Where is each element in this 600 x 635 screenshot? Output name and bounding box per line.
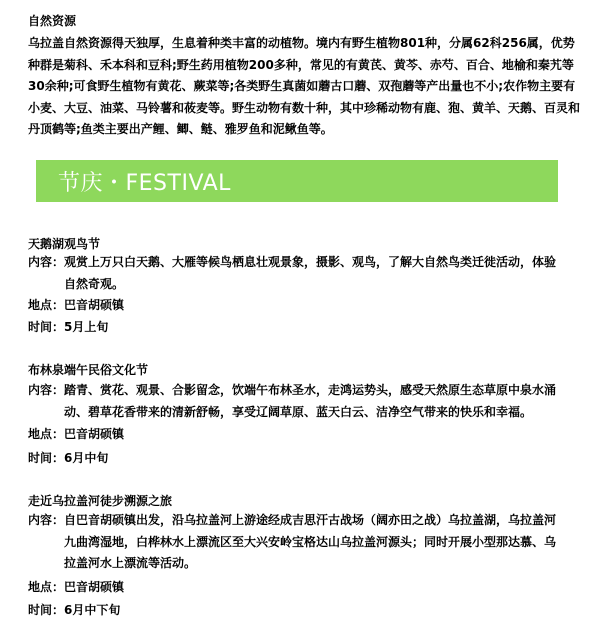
time-value: 6月中下旬 [64, 603, 121, 617]
event-content-row [28, 252, 64, 274]
event-content [64, 380, 584, 423]
event-content [64, 252, 584, 295]
section-title-natural: 自然资源 [28, 14, 77, 28]
event-place-row [28, 577, 124, 599]
festival-banner [36, 160, 558, 202]
place-label: 地点： [28, 427, 65, 441]
time-value: 5月上旬 [64, 320, 109, 334]
time-value: 6月中旬 [64, 451, 109, 465]
content-line: 踏青、赏花、观景、合影留念，饮端午布林圣水，走鸿运势头，感受天然原生态草原中泉水涌 [64, 383, 557, 397]
event-title: 天鹅湖观鸟节 [28, 237, 101, 251]
content-line: 自巴音胡硕镇出发，沿乌拉盖河上游途经成吉思汗古战场（阔亦田之战）乌拉盖湖，乌拉盖河 [64, 513, 557, 527]
place-label: 地点： [28, 580, 65, 594]
content-line: 九曲湾湿地，白桦林水上漂流区至大兴安岭宝格达山乌拉盖河源头；同时开展小型那达慕、乌 [64, 534, 557, 549]
place-label: 地点： [28, 298, 65, 312]
content-label: 内容： [28, 513, 65, 527]
event-place-row [28, 295, 124, 317]
content-line: 观赏上万只白天鹅、大雁等候鸟栖息壮观景象，摄影、观鸟，了解大自然鸟类迁徙活动，体验 [64, 255, 557, 269]
event-time-row [28, 317, 108, 339]
event-time-row [28, 448, 108, 470]
event-content-row [28, 510, 64, 532]
content-label: 内容： [28, 383, 65, 397]
time-label: 时间： [28, 603, 65, 617]
event-place-row [28, 424, 124, 446]
event-title: 布林泉端午民俗文化节 [28, 363, 149, 377]
content-line: 拉盖河水上漂流等活动。 [64, 556, 197, 570]
content-line: 自然奇观。 [64, 276, 125, 291]
event-title: 走近乌拉盖河徒步溯源之旅 [28, 494, 173, 508]
event-time-row [28, 600, 120, 622]
time-label: 时间： [28, 451, 65, 465]
natural-body: 乌拉盖自然资源得天独厚，生息着种类丰富的动植物。境内有野生植物801种，分属62科256属，优势种群是菊科、禾本科和豆科;野生药用植物200多种，常见的有黄芪、黄芩、赤芍、百合、地榆和秦艽等30余种;可食野生植物有黄花、蕨菜等;各类野生真菌如蘑古口蘑、双孢蘑等产出量也不小;农作物主要有小麦、大豆、油菜、马铃薯和莜麦等。野生动物有数十种，其中珍稀动物有鹿、狍、黄羊、天鹅、百灵和丹顶鹤等;鱼类主要出产鲤、鲫、鲢、雅罗鱼和泥鳅鱼等。 [28, 36, 581, 136]
event-content-row [28, 380, 64, 402]
event-content [64, 510, 584, 575]
content-line: 动、碧草花香带来的清新舒畅，享受辽阔草原、蓝天白云、洁净空气带来的快乐和幸福。 [64, 404, 533, 419]
festival-banner-label: 节庆・FESTIVAL [58, 171, 231, 196]
place-value: 巴音胡硕镇 [64, 580, 125, 594]
content-label: 内容： [28, 255, 65, 269]
time-label: 时间： [28, 320, 65, 334]
place-value: 巴音胡硕镇 [64, 298, 125, 312]
place-value: 巴音胡硕镇 [64, 427, 125, 441]
